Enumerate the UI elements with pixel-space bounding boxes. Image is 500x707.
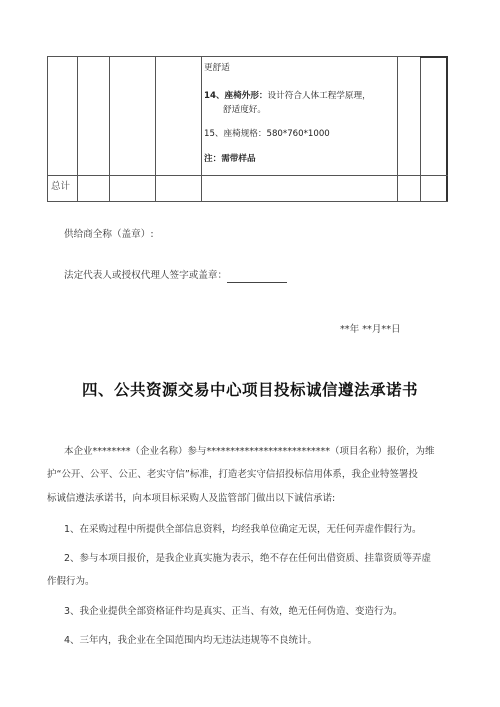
spec-value: 设计符合人体工程学原理， <box>267 91 371 101</box>
table-cell-text: 更舒适 <box>204 63 230 73</box>
table-cell-text: 15、座椅规格：580*760*1000 <box>204 129 330 139</box>
section-title: 四、公共资源交易中心项目投标诚信遵法承诺书 <box>81 380 418 399</box>
table-border-left <box>47 56 48 202</box>
table-col-divider <box>77 56 78 202</box>
representative-label: 法定代表人或授权代理人签字或盖章： <box>64 270 228 281</box>
intro-line: 标诚信遵法承诺书，向本项目标采购人及监管部门做出以下诚信承诺: <box>47 493 336 504</box>
commitment-item-4: 4、三年内，我企业在全国范围内均无违法违规等不良统计。 <box>64 635 318 646</box>
intro-line: 本企业********（企业名称）参与**************************（项目名称）报价，为维 <box>64 446 435 457</box>
commitment-item-2-cont: 作假行为。 <box>47 576 95 587</box>
table-border-right <box>446 56 448 202</box>
total-label: 总计 <box>51 181 71 192</box>
spec-label: 14、座椅外形： <box>204 91 268 101</box>
table-cell-note: 注：需带样品 <box>204 154 256 164</box>
spec-table <box>47 56 448 202</box>
intro-line: 护“公开、公平、公正、老实守信”标准，打造老实守信招投标信用体系，我企业特签署投 <box>47 469 418 480</box>
table-border-top <box>47 56 448 57</box>
date-line: **年 **月**日 <box>340 324 401 335</box>
commitment-item-3: 3、我企业提供全部资格证件均是真实、正当、有效，绝无任何伪造、变造行为。 <box>64 606 403 617</box>
table-col-divider <box>109 56 110 202</box>
table-col-divider <box>155 56 156 202</box>
table-row-divider <box>47 175 448 176</box>
table-cell-text <box>204 90 371 102</box>
table-col-divider <box>397 56 398 202</box>
table-border-bottom <box>47 201 448 202</box>
table-col-divider <box>420 56 421 202</box>
table-col-divider <box>201 56 202 202</box>
representative-line <box>64 269 287 283</box>
table-cell-text: 舒适度好。 <box>223 105 266 115</box>
commitment-item-1: 1、在采购过程中所提供全部信息资料，均经我单位确定无误，无任何弄虚作假行为。 <box>64 524 422 535</box>
signature-blank <box>227 272 287 283</box>
supplier-name-label: 供给商全称（盖章）: <box>64 229 154 240</box>
table-top-thick-edge <box>420 56 448 58</box>
commitment-item-2: 2、参与本项目报价，是我企业真实施为表示，绝不存在任何出借资质、挂靠资质等弄虚 <box>64 553 432 564</box>
